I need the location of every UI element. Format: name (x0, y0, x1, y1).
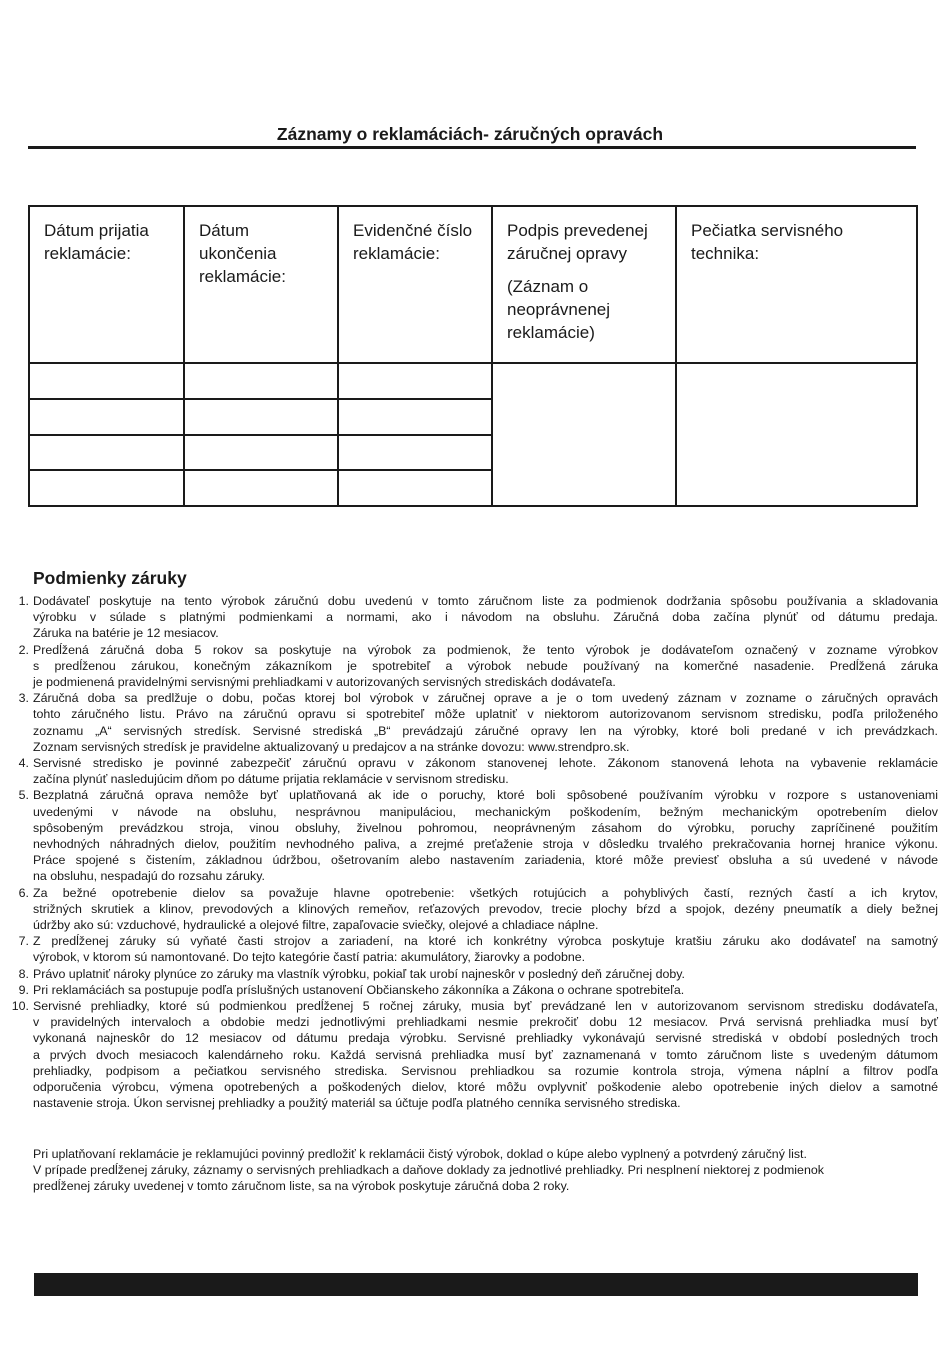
cell-claim-number[interactable] (338, 470, 492, 506)
condition-line: na obsluhu, nespadajú do rozsahu záruky. (33, 869, 265, 884)
cell-claim-number[interactable] (338, 435, 492, 471)
condition-line: zoznamu „A“ servisných stredísk. Servisné strediská „B“ prevádzajú záručné opravy len na výrobky, ktoré boli predané v ich prevádzkach. (33, 723, 938, 738)
condition-number: 5. (18, 788, 29, 803)
condition-line: výrobku v súlade s platnými podmienkami a normami, ako i návodom na obsluhu. Záručná doba začína plynúť od dátumu predaja. (33, 610, 938, 625)
condition-line: Dodávateľ poskytuje na tento výrobok záručnú dobu uvedenú v tomto záručnom liste za podmienok dodržania spôsobu používania a skladovania (33, 594, 938, 608)
condition-number: 4. (18, 756, 29, 771)
closing-paragraph (33, 1146, 938, 1195)
condition-line: spôsobeným prevádzkou stroja, vinou obsluhy, živelnou pohromou, neoprávneným zásahom do výrobku, poruchy zapríčinené použitím (33, 820, 938, 835)
repair-signature-note: (Záznam o neoprávnenej reklamácie) (507, 277, 611, 342)
condition-line: Záručná doba sa predlžuje o dobu, počas ktorej bol výrobok v záručnej oprave a je o tom uvedený záznam v zozname o záručných opravách (33, 691, 938, 706)
condition-item (18, 787, 938, 884)
condition-line: strižných skrutiek a klinov, prevodových a klinových remeňov, reťazových prevodov, trecie plochy bŕzd a spojok, dezény pneumatík a diely bežnej (33, 901, 938, 916)
condition-number: 6. (18, 885, 29, 900)
condition-item (18, 966, 938, 982)
footer-bar (34, 1273, 918, 1296)
condition-line: s predĺženou zárukou, konečným zákazníkom je spotrebiteľ a výrobok nebude používaný na komerčné nasadenie. Predĺžená záruka (33, 658, 938, 673)
repair-signature-label: Podpis prevedenej záručnej opravy (507, 221, 648, 263)
condition-line: Servisné stredisko je povinné zabezpečiť záručnú opravu v zákonom stanovenej lehote. Zákonom stanovená lehota na vybavenie reklamácie (33, 756, 938, 771)
condition-line: Za bežné opotrebenie dielov sa považuje hlavne opotrebenie: všetkých rotujúcich a pohyblivých častí, rezných častí a ich krytov, (33, 885, 938, 900)
condition-item (18, 593, 938, 642)
condition-item (18, 690, 938, 755)
condition-line: nevhodných náhradných dielov, použitím nevhodného paliva, a zrejmé preťaženie stroja v dôsledku trvalého prekračovania hornej hranice výkonu. (33, 837, 938, 852)
condition-number: 10. (11, 999, 29, 1014)
condition-number: 9. (18, 982, 29, 997)
closing-line: predĺženej záruky uvedenej v tomto záručnom liste, sa na výrobok poskytuje záručná doba 2 roky. (33, 1179, 570, 1194)
cell-claim-number[interactable] (338, 363, 492, 399)
condition-line: Z predĺženej záruky sú vyňaté časti strojov a zariadení, na ktoré ich konkrétny výrobca poskytuje kratšiu záruku ako dodávateľ na samotný (33, 934, 938, 949)
condition-line: Pri reklamáciách sa postupuje podľa príslušných ustanovení Občianskeho zákonníka a Zákona o ochrane spotrebiteľa. (33, 982, 685, 997)
conditions-list (11, 593, 938, 1112)
condition-item (18, 933, 938, 965)
condition-line: odporučenia výrobcu, výmena opotrebených a poškodených dielov, ktoré môžu ovplyvniť poškodenie alebo opotrebenie iných dielov a samotné (33, 1080, 938, 1095)
condition-line: nastavenie stroja. Úkon servisnej prehliadky a použitý materiál sa účtuje podľa platného cenníka servisného strediska. (33, 1096, 681, 1111)
condition-line: Bezplatná záručná oprava nemôže byť uplatňovaná ak ide o poruchy, ktoré boli spôsobené používaním výrobku v rozpore s ustanoveniami (33, 788, 938, 803)
condition-line: a prvých dvoch mesiacoch kalendárneho roku. Každá servisná prehliadka musí byť zaznamenaná v tomto záručnom liste s uvedeným dátumom (33, 1047, 938, 1062)
condition-item (18, 885, 938, 934)
cell-closed-date[interactable] (184, 435, 338, 471)
document-title: Záznamy o reklamáciách- záručných opravách (276, 124, 664, 144)
cell-claim-number[interactable] (338, 399, 492, 435)
header-technician-stamp: Pečiatka servisného technika: (676, 206, 917, 363)
condition-line: je podmienená pravidelnými servisnými prehliadkami v autorizovaných servisných strediskách dodávateľa. (33, 675, 616, 690)
cell-repair-signature[interactable] (492, 363, 676, 506)
header-claim-closed-date: Dátum ukončenia reklamácie: (184, 206, 338, 363)
condition-line: vykonaná najneskôr do 12 mesiacov od dátumu predaja výrobku. Servisné prehliadky vykonávajú servisné strediská v období posledných troch (33, 1031, 938, 1046)
table-row (29, 363, 917, 399)
conditions-heading: Podmienky záruky (33, 568, 187, 588)
cell-closed-date[interactable] (184, 363, 338, 399)
closing-line: Pri uplatňovaní reklamácie je reklamujúci povinný predložiť k reklamácii čistý výrobok, doklad o kúpe alebo vyplnený a potvrdený záručný list. (33, 1147, 807, 1161)
claims-records-table (28, 205, 918, 507)
condition-line: Právo uplatniť nároky plynúce zo záruky ma vlastník výrobku, pokiaľ tak urobí najneskôr v posledný deň záručnej doby. (33, 966, 685, 981)
condition-number: 7. (18, 934, 29, 949)
condition-item (18, 982, 938, 998)
cell-closed-date[interactable] (184, 399, 338, 435)
condition-number: 3. (18, 691, 29, 706)
header-repair-signature (492, 206, 676, 363)
condition-line: začína plynúť nasledujúcim dňom po dátume prijatia reklamácie v servisnom stredisku. (33, 772, 509, 787)
condition-line: výrobok, v ktorom sú namontované. Do tejto kategórie častí patria: akumulátory, žiarovky a podobne. (33, 950, 586, 965)
cell-technician-stamp[interactable] (676, 363, 917, 506)
closing-line: V prípade predĺženej záruky, záznamy o servisných prehliadkach a daňove doklady za jednotlivé prehliadky. Pri nesplnení niektorej z podmienok (33, 1163, 824, 1178)
condition-line: tohto záručného listu. Právo na záručnú opravu si spotrebiteľ môže uplatniť v niektorom autorizovanom servisnom stredisku, podľa priloženého (33, 707, 938, 722)
condition-item (18, 755, 938, 787)
title-divider (28, 146, 916, 149)
condition-number: 8. (18, 966, 29, 981)
condition-line: Záruka na batérie je 12 mesiacov. (33, 626, 219, 641)
cell-received-date[interactable] (29, 435, 184, 471)
cell-closed-date[interactable] (184, 470, 338, 506)
cell-received-date[interactable] (29, 363, 184, 399)
table-header-row (29, 206, 917, 363)
condition-line: prehliadky, podpisom a pečiatkou servisného strediska. Servisnou prehliadkou sa rozumie kontrola stroja, výmena náplní a filtrov podľa (33, 1063, 938, 1078)
condition-line: Predĺžená záručná doba 5 rokov sa poskytuje na výrobok za podmienok, že tento výrobok je dodávateľom označený v zozname výrobkov (33, 642, 938, 657)
condition-line: uvedenými v návode na obsluhu, nesprávnou manipuláciou, mechanickým poškodením, bežným mechanickým opotrebením dielov (33, 804, 938, 819)
header-claim-received-date: Dátum prijatia reklamácie: (29, 206, 184, 363)
condition-item (11, 998, 938, 1111)
condition-number: 2. (18, 642, 29, 657)
condition-line: Zoznam servisných stredísk je pravidelne aktualizovaný u predajcov a na stránke dovozu: www.strendpro.sk. (33, 739, 630, 754)
condition-line: Servisné prehliadky, ktoré sú podmienkou predĺženej 5 ročnej záruky, musia byť prevádzané len v autorizovanom servisnom stredisku dodávateľa, (33, 999, 938, 1014)
header-claim-number: Evidenčné číslo reklamácie: (338, 206, 492, 363)
condition-line: v pravidelných intervaloch a obdobie medzi jednotlivými prehliadkami nesmie prekročiť dobu 12 mesiacov. Prvá servisná prehliadka musí byť (33, 1015, 938, 1030)
condition-number: 1. (18, 594, 29, 608)
condition-line: údržby ako sú: vzduchové, hydraulické a olejové filtre, zapaľovacie sviečky, olejové a chladiace náplne. (33, 918, 599, 933)
condition-item (18, 642, 938, 691)
cell-received-date[interactable] (29, 470, 184, 506)
condition-line: Práce spojené s čistením, základnou údržbou, ošetrovaním alebo nastavením zariadenia, ktoré môže previesť obsluha a sú uvedené v návode (33, 853, 938, 868)
cell-received-date[interactable] (29, 399, 184, 435)
